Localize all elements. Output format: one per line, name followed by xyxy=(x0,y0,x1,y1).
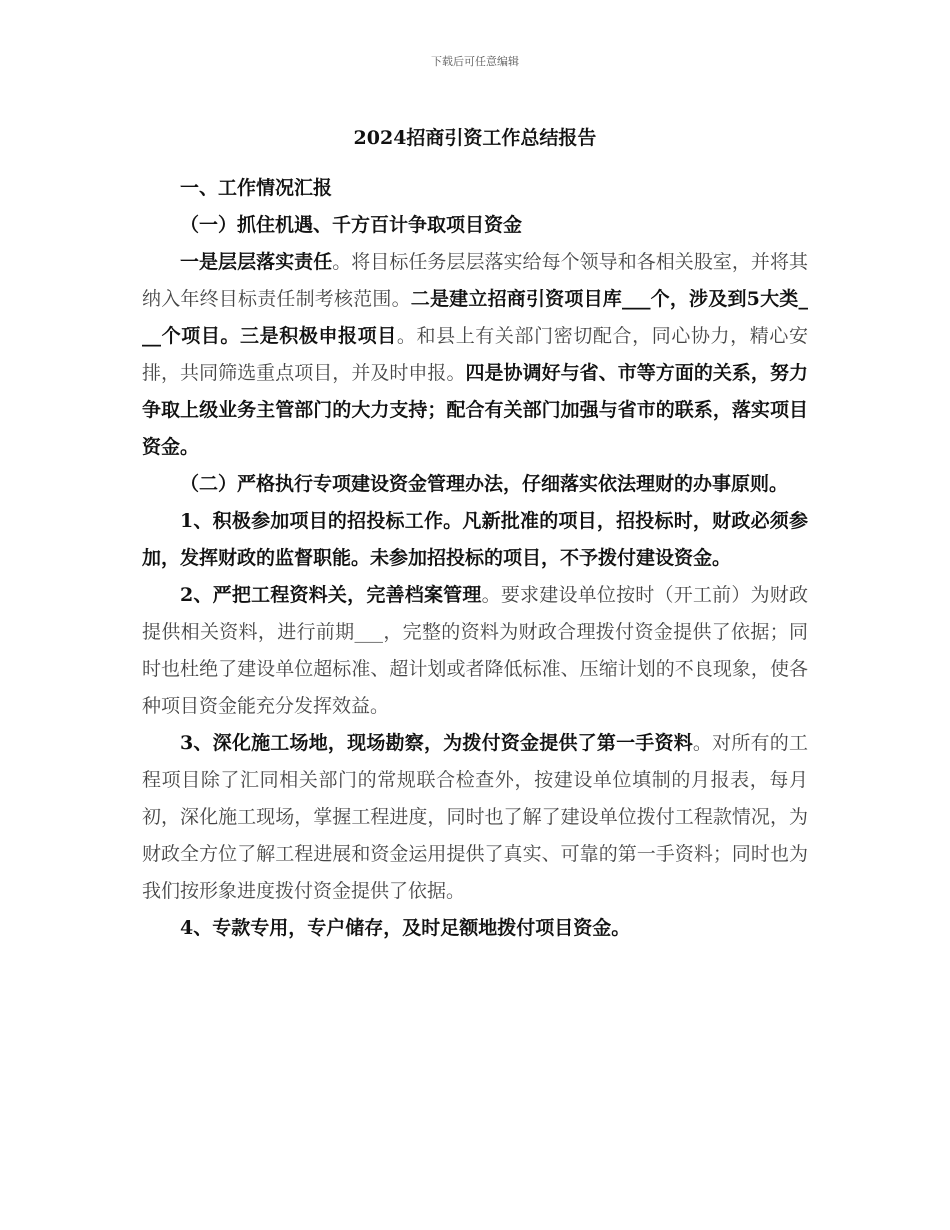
list-item-3-lead: 3、深化施工场地，现场勘察，为拨付资金提供了第一手资料 xyxy=(180,732,693,754)
paragraph-lead-2: 二是建立招商引资项目库___个，涉及到5大类___个项目。三是积极申报项目 xyxy=(142,288,808,347)
paragraph-text-1: 。将目标任务层层落实给每个领导和各相关股室，并将其纳入年终目标责任制考核范围。 xyxy=(142,251,808,310)
document-body xyxy=(142,170,808,947)
paragraph-text-2: 。和县上有关部门密切配合，同心协力，精心安排，共同筛选重点项目，并及时申报。 xyxy=(142,325,808,384)
list-item-2-text: 。要求建设单位按时（开工前）为财政提供相关资料，进行前期___，完整的资料为财政合理拨付资金提供了依据；同时也杜绝了建设单位超标准、超计划或者降低标准、压缩计划的不良现象，使各种项目资金能充分发挥效益。 xyxy=(142,584,808,717)
page-header-note: 下载后可任意编辑 xyxy=(431,55,519,68)
section-heading-1: 一、工作情况汇报 xyxy=(180,177,333,199)
list-item-1: 1、积极参加项目的招投标工作。凡新批准的项目，招投标时，财政必须参加，发挥财政的监督职能。未参加招投标的项目，不予拨付建设资金。 xyxy=(142,510,808,569)
document-title: 2024招商引资工作总结报告 xyxy=(353,127,597,149)
list-item-4: 4、专款专用，专户储存，及时足额地拨付项目资金。 xyxy=(180,917,631,939)
subsection-heading-1: （一）抓住机遇、千方百计争取项目资金 xyxy=(180,214,523,236)
subsection-heading-2: （二）严格执行专项建设资金管理办法，仔细落实依法理财的办事原则。 xyxy=(180,473,789,495)
list-item-3-text: 。对所有的工程项目除了汇同相关部门的常规联合检查外，按建设单位填制的月报表，每月初，深化施工现场，掌握工程进度，同时也了解了建设单位拨付工程款情况，为财政全方位了解工程进展和资金运用提供了真实、可靠的第一手资料；同时也为我们按形象进度拨付资金提供了依据。 xyxy=(142,732,808,902)
list-item-2 xyxy=(142,577,808,725)
paragraph-lead-1: 一是层层落实责任 xyxy=(180,251,333,273)
paragraph-lead-3: 四是协调好与省、市等方面的关系，努力争取上级业务主管部门的大力支持；配合有关部门加强与省市的联系，落实项目资金。 xyxy=(142,362,808,458)
list-item-2-lead: 2、严把工程资料关，完善档案管理 xyxy=(180,584,482,606)
list-item-3 xyxy=(142,725,808,910)
paragraph-responsibilities xyxy=(142,244,808,466)
